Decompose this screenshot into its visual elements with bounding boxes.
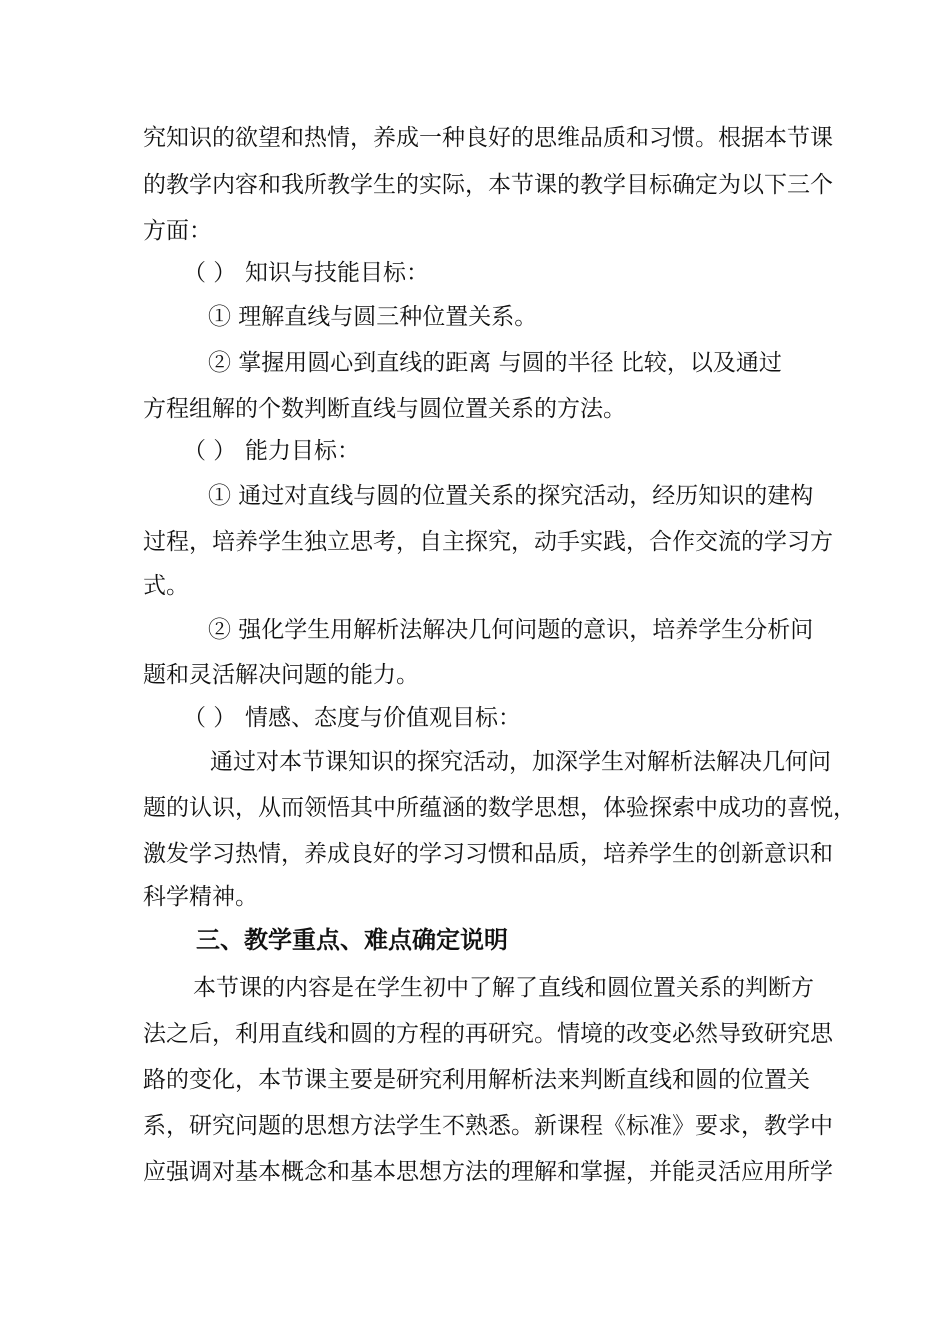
intro-line-2: 的 教 学 内 容 和 我 所 教 学 生 的 实 际 ， 本 节 课 的 教 学 目 标 确 定 为 以 下 三 个	[143, 172, 833, 198]
goal-ability-item-1-line-1: ① 通过对直线与圆的位置关系的探究活动，经历知识的建构	[208, 483, 814, 509]
goal-ability-marker: （ ）	[183, 438, 237, 464]
goal-emotion-body-line-1: 通过对本节课知识的探究活动，加深学生对解析法解决几何问	[210, 749, 831, 775]
goal-knowledge-item-1: ① 理解直线与圆三种位置关系。	[208, 304, 538, 330]
goal-emotion-body-line-3: 激发学习热情，养成良好的学习习惯和品质，培养学生的创新意识和	[143, 841, 833, 867]
section-3-body-line-2: 法之后，利用直线和圆的方程的再研究。情境的改变必然导致研究思	[143, 1021, 833, 1047]
goal-knowledge-item-2-line-1: ② 掌握用圆心到直线的距离 与圆的半径 比较，以及通过	[208, 350, 782, 376]
goal-emotion-marker: （ ）	[183, 705, 237, 731]
goal-emotion-title: 情感、态度与价值观目标：	[245, 705, 521, 731]
section-3-body-line-5: 应强调对基本概念和基本思想方法的理解和掌握，并能灵活应用所学	[143, 1159, 833, 1185]
goal-ability-item-2-line-1: ② 强化学生用解析法解决几何问题的意识，培养学生分析问	[208, 617, 814, 643]
goal-ability-title: 能力目标：	[245, 438, 360, 464]
goal-knowledge-marker: （ ）	[183, 260, 237, 286]
section-3-body-line-1: 本节课的内容是在学生初中了解了直线和圆位置关系的判断方	[193, 975, 814, 1001]
goal-ability-item-2-line-2: 题和灵活解决问题的能力。	[143, 662, 419, 688]
intro-line-1: 究 知 识 的 欲 望 和 热 情 ， 养 成 一 种 良 好 的 思 维 品 质 和 习 惯 。 根 据 本 节 课	[143, 125, 833, 151]
goal-ability-item-1-line-3: 式。	[143, 573, 189, 599]
section-3-body-line-3: 路的变化，本节课主要是研究利用解析法来判断直线和圆的位置关	[143, 1067, 810, 1093]
section-3-heading: 三、教学重点、难点确定说明	[196, 926, 508, 954]
section-3-body-line-4: 系，研究问题的思想方法学生不熟悉。新课程《标准》要求，教学中	[143, 1113, 833, 1139]
goal-knowledge-item-2-line-2: 方程组解的个数判断直线与圆位置关系的方法。	[143, 396, 626, 422]
intro-line-3: 方面：	[143, 218, 212, 244]
goal-ability-item-1-line-2: 过程，培养学生独立思考，自主探究，动手实践，合作交流的学习方	[143, 529, 833, 555]
goal-knowledge-title: 知识与技能目标：	[245, 260, 429, 286]
goal-emotion-body-line-4: 科学精神。	[143, 884, 258, 910]
goal-emotion-body-line-2: 题的认识，从而领悟其中所蕴涵的数学思想，体验探索中成功的喜悦，	[143, 795, 856, 821]
